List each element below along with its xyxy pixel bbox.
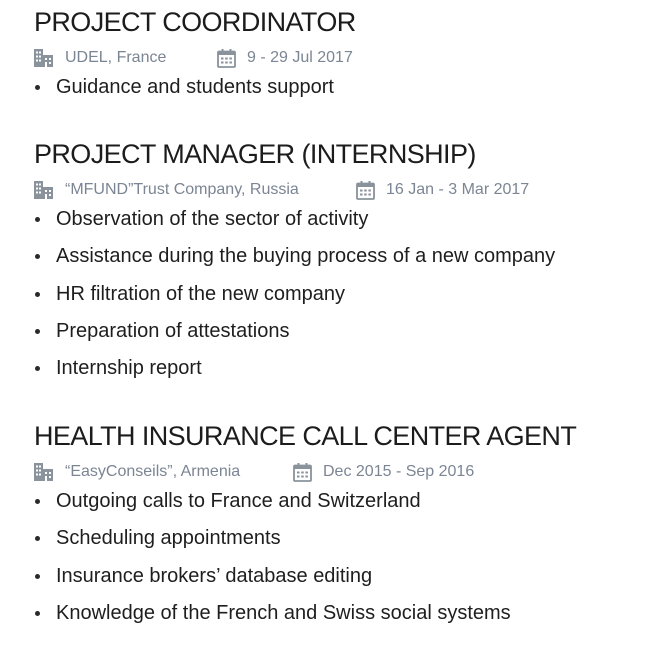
bullet-dot-icon [35,366,40,371]
company-name: “MFUND”Trust Company, Russia [65,181,299,198]
job-title: HEALTH INSURANCE CALL CENTER AGENT [34,421,577,451]
list-item-text: Knowledge of the French and Swiss social systems [56,601,511,624]
list-item [34,69,661,106]
job-meta [34,179,661,201]
job-dates: 9 - 29 Jul 2017 [247,49,353,66]
list-item [34,558,661,595]
list-item-text: Scheduling appointments [56,527,281,550]
building-icon [34,463,54,481]
list-item-text: Outgoing calls to France and Switzerland [56,490,421,512]
job-title: PROJECT COORDINATOR [34,7,356,37]
company-name: UDEL, France [65,49,167,66]
list-item-text: Assistance during the buying process of a new company [56,245,556,268]
company-info [34,47,166,69]
job-entry-project-coordinator [34,6,661,106]
date-info [356,179,529,201]
bullet-dot-icon [35,217,40,222]
list-item [34,201,661,238]
bullet-dot-icon [35,292,40,297]
list-item-text: HR filtration of the new company [56,282,346,305]
list-item [34,313,661,350]
calendar-icon [356,181,375,200]
company-name: “EasyConseils”, Armenia [65,463,241,480]
bullet-dot-icon [35,536,40,541]
bullet-dot-icon [35,254,40,259]
list-item-text: Internship report [56,357,202,380]
job-title: PROJECT MANAGER (INTERNSHIP) [34,139,476,169]
date-info [293,461,474,483]
bullet-dot-icon [35,574,40,579]
job-dates: Dec 2015 - Sep 2016 [323,463,475,480]
calendar-icon [293,463,312,482]
bullet-dot-icon [35,85,40,90]
list-item-text: Insurance brokers’ database editing [56,564,373,587]
company-info [34,461,240,483]
date-info [217,47,353,69]
job-entry-project-manager [34,138,661,387]
responsibility-list [34,69,661,106]
list-item [34,276,661,313]
job-meta [34,461,661,483]
bullet-dot-icon [35,499,40,504]
list-item [34,483,661,520]
list-item-text: Guidance and students support [56,76,334,98]
bullet-dot-icon [35,329,40,334]
list-item [34,595,661,632]
calendar-icon [217,49,236,68]
responsibility-list [34,201,661,387]
company-info [34,179,299,201]
building-icon [34,181,54,199]
job-entry-call-center-agent [34,420,661,632]
bullet-dot-icon [35,611,40,616]
job-dates: 16 Jan - 3 Mar 2017 [386,181,530,198]
building-icon [34,49,54,67]
list-item-text: Preparation of attestations [56,319,290,342]
list-item [34,350,661,387]
list-item [34,520,661,557]
responsibility-list [34,483,661,632]
list-item [34,238,661,275]
job-meta [34,47,661,69]
list-item-text: Observation of the sector of activity [56,208,369,230]
